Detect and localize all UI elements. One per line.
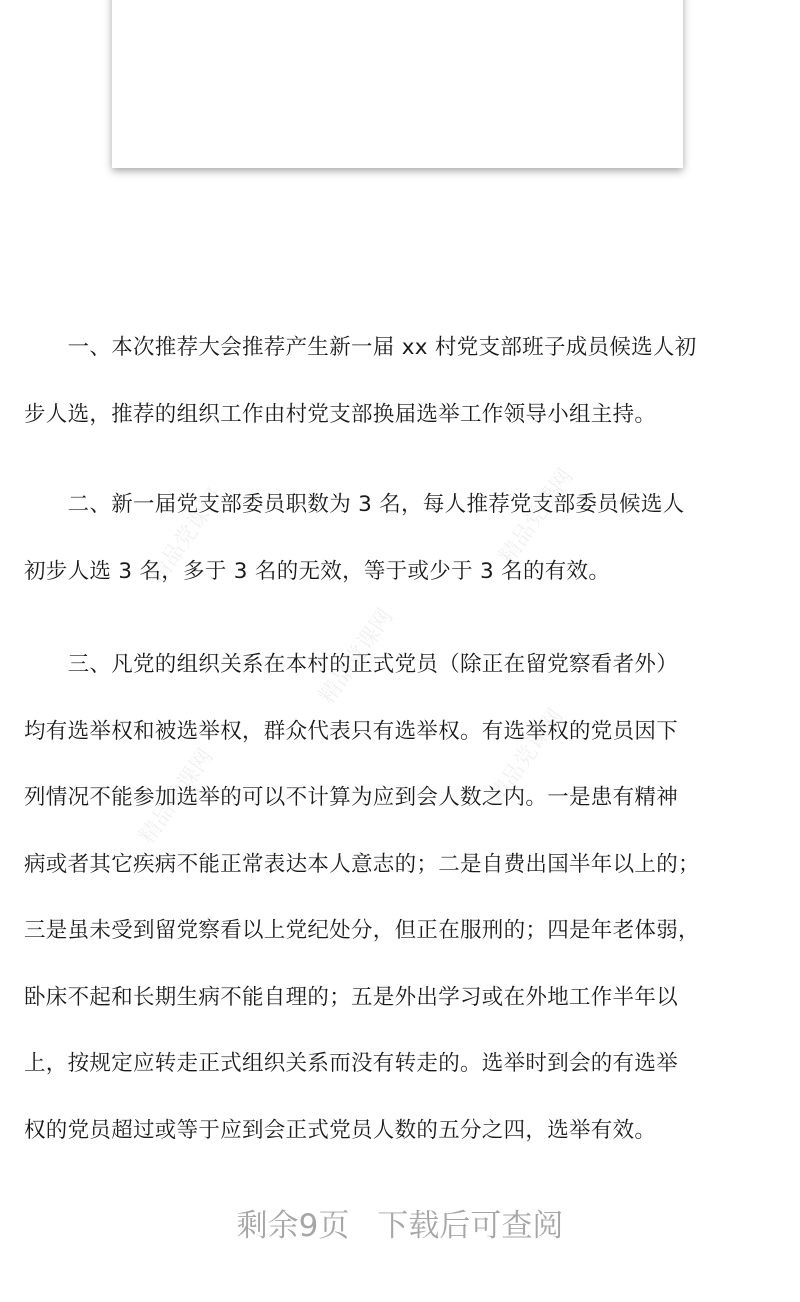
text-line: 二、新一届党支部委员职数为 3 名，每人推荐党支部委员候选人 — [24, 492, 685, 517]
text-line: 病或者其它疾病不能正常表达本人意志的；二是自费出国半年以上的； — [24, 851, 700, 877]
text-line: 权的党员超过或等于应到会正式党员人数的五分之四，选举有效。 — [24, 1117, 657, 1143]
text-line: 卧床不起和长期生病不能自理的；五是外出学习或在外地工作半年以 — [24, 984, 679, 1010]
previous-page-card — [112, 0, 683, 168]
watermark: 精品党课网 — [494, 464, 579, 569]
paragraph-1 — [24, 315, 784, 448]
download-prompt[interactable]: 下载后可查阅 — [377, 1208, 564, 1244]
watermark: 精品党课网 — [134, 744, 219, 849]
text-line: 三是虽未受到留党察看以上党纪处分，但正在服刑的；四是年老体弱， — [24, 918, 700, 943]
download-to-read-more[interactable] — [0, 1200, 800, 1245]
text-line: 上，按规定应转走正式组织关系而没有转走的。选举时到会的有选举 — [24, 1051, 679, 1076]
remaining-pages-label: 剩余9页 — [236, 1208, 350, 1244]
paragraph-2 — [24, 472, 784, 605]
watermark: 精品党课网 — [144, 484, 229, 589]
text-line: 三、凡党的组织关系在本村的正式党员（除正在留党察看者外） — [24, 652, 679, 677]
paragraph-3 — [24, 632, 784, 1164]
watermark: 精品党课网 — [484, 704, 569, 809]
text-line: 步人选，推荐的组织工作由村党支部换届选举工作领导小组主持。 — [24, 401, 657, 427]
text-line: 均有选举权和被选举权，群众代表只有选举权。有选举权的党员因下 — [24, 718, 679, 744]
watermark: 精品党课网 — [314, 604, 399, 709]
text-line: 一、本次推荐大会推荐产生新一届 xx 村党支部班子成员候选人初 — [24, 335, 697, 360]
text-line: 初步人选 3 名，多于 3 名的无效，等于或少于 3 名的有效。 — [24, 558, 611, 584]
text-line: 列情况不能参加选举的可以不计算为应到会人数之内。一是患有精神 — [24, 785, 679, 810]
